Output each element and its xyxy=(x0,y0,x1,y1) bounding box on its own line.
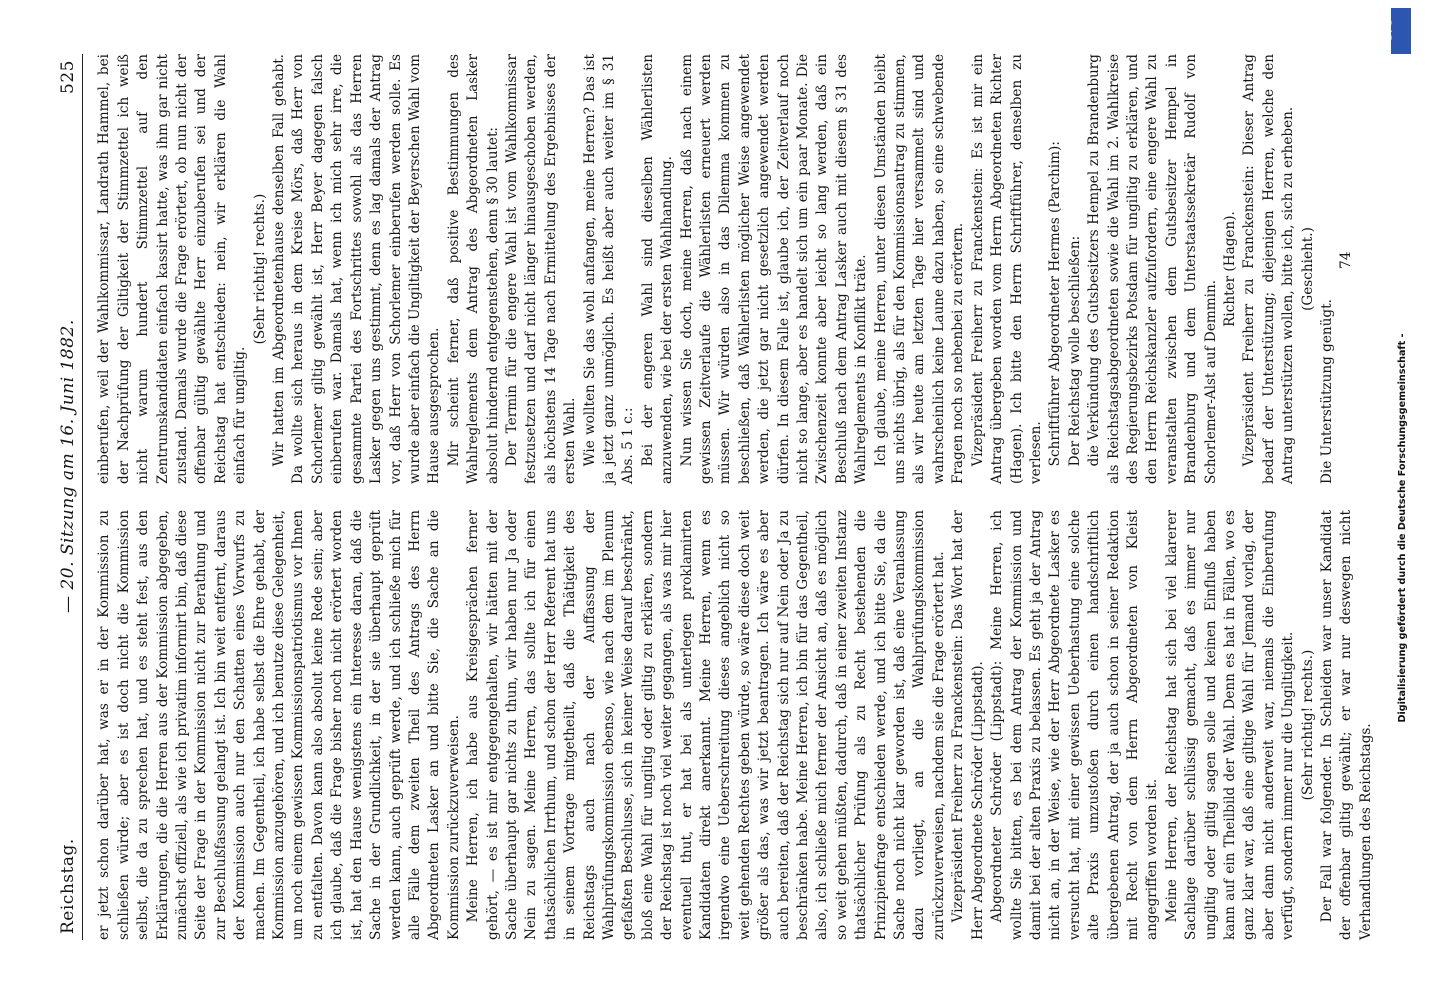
paragraph: Wie wollten Sie das wohl anfangen, meine Herren? Das ist ja jetzt ganz unmöglich. Es heißt aber auch weiter im § 31 Abs. 5 1 c.: xyxy=(581,54,637,484)
speaker-paragraph: Vizepräsident Freiherr zu Franckenstein: Das Wort hat der Herr Abgeordnete Schröder (Lippstadt). xyxy=(950,510,986,940)
page-number: 525 xyxy=(58,60,78,94)
column-left xyxy=(95,510,1374,940)
speaker-paragraph: Schriftführer Abgeordneter Hermes (Parchim): xyxy=(1047,141,1064,467)
interjection: (Geschieht.) xyxy=(1299,227,1316,311)
dfg-credit-strip xyxy=(1385,0,1425,1000)
digitization-credit: Digitalisierung gefördert durch die Deutsche Forschungsgemeinschaft - xyxy=(1397,333,1408,723)
dfg-logo: DFG xyxy=(1391,8,1411,54)
paragraph: Der Reichstag wolle beschließen: xyxy=(1066,235,1083,467)
speaker-paragraph: Vizepräsident Freiherr zu Franckenstein: Es ist mir ein Antrag übergeben worden vom Herrn Abgeordneten Richter (Hagen). Ich bitte den Herrn Schriftführer, denselben zu verlesen. xyxy=(969,54,1044,484)
paragraph: Nun wissen Sie doch, meine Herren, daß nach einem gewissen Zeitverlaufe die Wählerlisten erneuert werden müssen. Wir würden also in das Dilemma kommen zu beschließen, daß Wählerlisten möglicher Weise angewendet werden, die jetzt gar nicht gesetzlich angewendet werden dürfen. In diesem Falle ist, glaube ich, der Zeitverlauf noch nicht so lange, aber es handelt sich um ein paar Monate. Die Zwischenzeit konnte aber leicht so lang werden, daß ein Beschluß nach dem Antrag Lasker auch mit diesem § 31 des Wahlreglements in Konflikt träte. xyxy=(678,54,870,484)
motion-text: die Verkündung des Gutsbesitzers Hempel zu Brandenburg als Reichstagsabgeordneten sowie die Wahl im 2. Wahlkreise des Regierungsbezirks Potsdam für ungiltig zu erklären, und den Herrn Reichskanzler aufzufordern, eine engere Wahl zu veranstalten zwischen dem Gutsbesitzer Hempel in Brandenburg und dem Unterstaatssekretär Rudolf von Schorlemer-Alst auf Demmin. xyxy=(1086,54,1219,484)
interjection: (Sehr richtig! rechts.) xyxy=(251,193,268,345)
running-header xyxy=(59,54,83,940)
speaker-paragraph: Vizepräsident Freiherr zu Franckenstein: Dieser Antrag bedarf der Unterstützung; diejenigen Herren, welche den Antrag unterstützen wollen, bitte ich, sich zu erheben. xyxy=(1241,54,1297,484)
quoted-paragraph: Bei der engeren Wahl sind dieselben Wählerlisten anzuwenden, wie bei der ersten Wahlhandlung. xyxy=(639,54,676,484)
header-left: Reichstag. xyxy=(58,838,78,934)
header-title: — 20. Sitzung am 16. Juni 1882. xyxy=(58,319,78,613)
paragraph: Wir hatten im Abgeordnetenhause denselben Fall gehabt. Da wollte sich heraus in dem Kreise Mörs, daß Herr von Schorlemer giltig gewählt ist, Herr Beyer dagegen falsch einberufen war. Damals hat, wenn ich mich sehr irre, die gesammte Partei des Fortschrittes sowohl als das Herren Lasker gegen uns gestimmt, denn es lag damals der Antrag vor, daß Herr von Schorlemer einberufen werden solle. Es wurde aber einfach die Ungiltigkeit der Beyerschen Wahl vom Hause ausgesprochen. xyxy=(271,54,443,484)
paragraph: einberufen, weil der Wahlkommissar, Landrath Hammel, bei der Nachprüfung der Giltigkeit der Stimmzettel ich weiß nicht warum hundert Stimmzettel auf den Zentrumskandidaten einfach kassirt hatte, was ihm gar nicht zustand. Damals wurde die Frage erörtert, ob nun nicht der offenbar gültig gewählte Herr einzuberufen sei und der Reichstag hat entschieden: nein, wir erklären die Wahl einfach für ungiltig. xyxy=(96,54,249,484)
interjection: (Sehr richtig! rechts.) xyxy=(1299,649,1316,801)
quoted-paragraph: Der Termin für die engere Wahl ist vom Wahlkommissar festzusetzen und darf nicht länger hinausgeschoben werden, als höchstens 14 Tage nach Ermittelung des Ergebnisses der ersten Wahl. xyxy=(503,54,579,484)
column-right xyxy=(95,54,1355,484)
paragraph: Ich glaube, meine Herren, unter diesen Umständen bleibt uns nichts übrig, als für den Kommissionsantrag zu stimmen, als wir heute am letzten Tage hier versammelt sind und wahrscheinlich keine Laune dazu haben, so eine schwebende Fragen noch so nebenbei zu erörtern. xyxy=(872,54,967,484)
speaker-paragraph: Abgeordneter Schröder (Lippstadt): Meine Herren, ich wollte Sie bitten, es bei dem Antrag der Kommission und damit bei der alten Praxis zu belassen. Es geht ja der Antrag nicht an, in der Weise, wie der Herr Abgeordnete Lasker es versucht hat, mit einer gewissen Ueberhastung eine solche alte Praxis umzustoßen durch einen handschriftlich übergebenen Antrag, der ja auch schon in seiner Redaktion mit Recht von dem Herrn Abgeordneten von Kleist angegriffen worden ist. xyxy=(989,510,1161,940)
signature-mark: 74 xyxy=(1338,251,1355,269)
paragraph: Meine Herren, der Reichstag hat sich bei viel klarerer Sachlage darüber schlüssig gemacht, daß es immer nur ungiltig oder giltig sagen solle und keinen Einfluß haben kann auf ein Theilbild der Wahl. Denn es hat in Fällen, wo es ganz klar war, daß eine giltige Wahl für Jemand vorlag, der aber dann nicht anderweit war, niemals die Einberufung verfügt, sondern immer nur die Ungiltigkeit. xyxy=(1163,510,1297,940)
motion-signature: Richter (Hagen). xyxy=(1221,211,1238,327)
paragraph: Die Unterstützung genügt. xyxy=(1319,299,1335,484)
paragraph: er jetzt schon darüber hat, was er in der Kommission zu schließen würde; aber es ist doch nicht die Kommission selbst, die da zu sprechen hat, und es steht fest, aus den Erklärungen, die die Herren aus der Kommission abgegeben, zunächst offiziell, als wie ich privatim informirt bin, daß diese Seite der Frage in der Kommission nicht zur Berathung und zur Beschlußfassung gelangt ist. Ich bin weit entfernt, daraus der Kommission auch nur den Schatten eines Vorwurfs zu machen. Im Gegentheil, ich habe selbst die Ehre gehabt, der Kommission anzugehören, und ich benutze diese Gelegenheit, um noch einem gewissen Kommissionspatriotismus vor Ihnen zu entfalten. Davon kann also absolut keine Rede sein; aber ich glaube, daß die Frage bisher noch nicht erörtert worden ist, hat den Hause wenigstens ein Interesse daran, daß die Sache in der Grundlichkeit, in der sie überhaupt geprüft werden kann, auch geprüft werde, und ich schließe mich für alle Fälle dem zweiten Theil des Antrags des Herrn Abgeordneten Lasker an und bitte Sie, die Sache an die Kommission zurückzuverweisen. xyxy=(96,510,462,940)
paragraph: Mir scheint ferner, daß positive Bestimmungen des Wahlreglements dem Antrag des Abgeordneten Lasker absolut hindernd entgegenstehen, denn § 30 lautet: xyxy=(445,54,501,484)
paragraph: Meine Herren, ich habe aus Kreisgesprächen ferner gehört, — es ist mir entgegengehalten, wir hätten mit der Sache überhaupt gar nichts zu thun, wir haben nur Ja oder Nein zu sagen. Meine Herren, das sollte ich für einen thatsächlichen Irrthum, und schon der Herr Referent hat uns in seinem Vortrage mitgetheilt, daß die Thätigkeit des Reichstags auch nach der Auffassung der Wahlprüfungskommission ebenso, wie nach dem im Plenum gefaßten Beschlusse, sich in keiner Weise darauf beschränkt, bloß eine Wahl für ungiltig oder giltig zu erklären, sondern der Reichstag ist noch viel weiter gegangen, als was mir hier eventuell thut, er hat bei als unterlegen proklamirten Kandidaten direkt anerkannt. Meine Herren, wenn es irgendwo eine Ueberschreitung dieses angeblich nicht so weit gehenden Rechtes geben würde, so wäre diese doch weit größer als das, was wir jetzt beantragen. Ich wäre es aber auch bereiten, daß der Reichstag sich nur auf Nein oder Ja zu beschränken habe. Meine Herren, ich bin für das Gegentheil, also, ich schließe mich ferner der Ansicht an, daß es möglich so weit gehen müßten, dadurch, daß in einer zweiten Instanz thatsächlicher Prüfung als zu Recht bestehenden die Prinzipienfrage entschieden werde, und ich bitte Sie, da die Sache noch nicht klar geworden ist, daß eine Veranlassung dazu vorliegt, an die Wahlprüfungskommission zurückzuverweisen, nachdem sie die Frage erörtert hat. xyxy=(465,510,947,940)
paragraph: Der Fall war folgender. In Schleiden war unser Kandidat der offenbar giltig gewählt; er war nur deswegen nicht Verhandlungen des Reichstags. xyxy=(1319,510,1374,940)
document-page xyxy=(31,20,1401,980)
